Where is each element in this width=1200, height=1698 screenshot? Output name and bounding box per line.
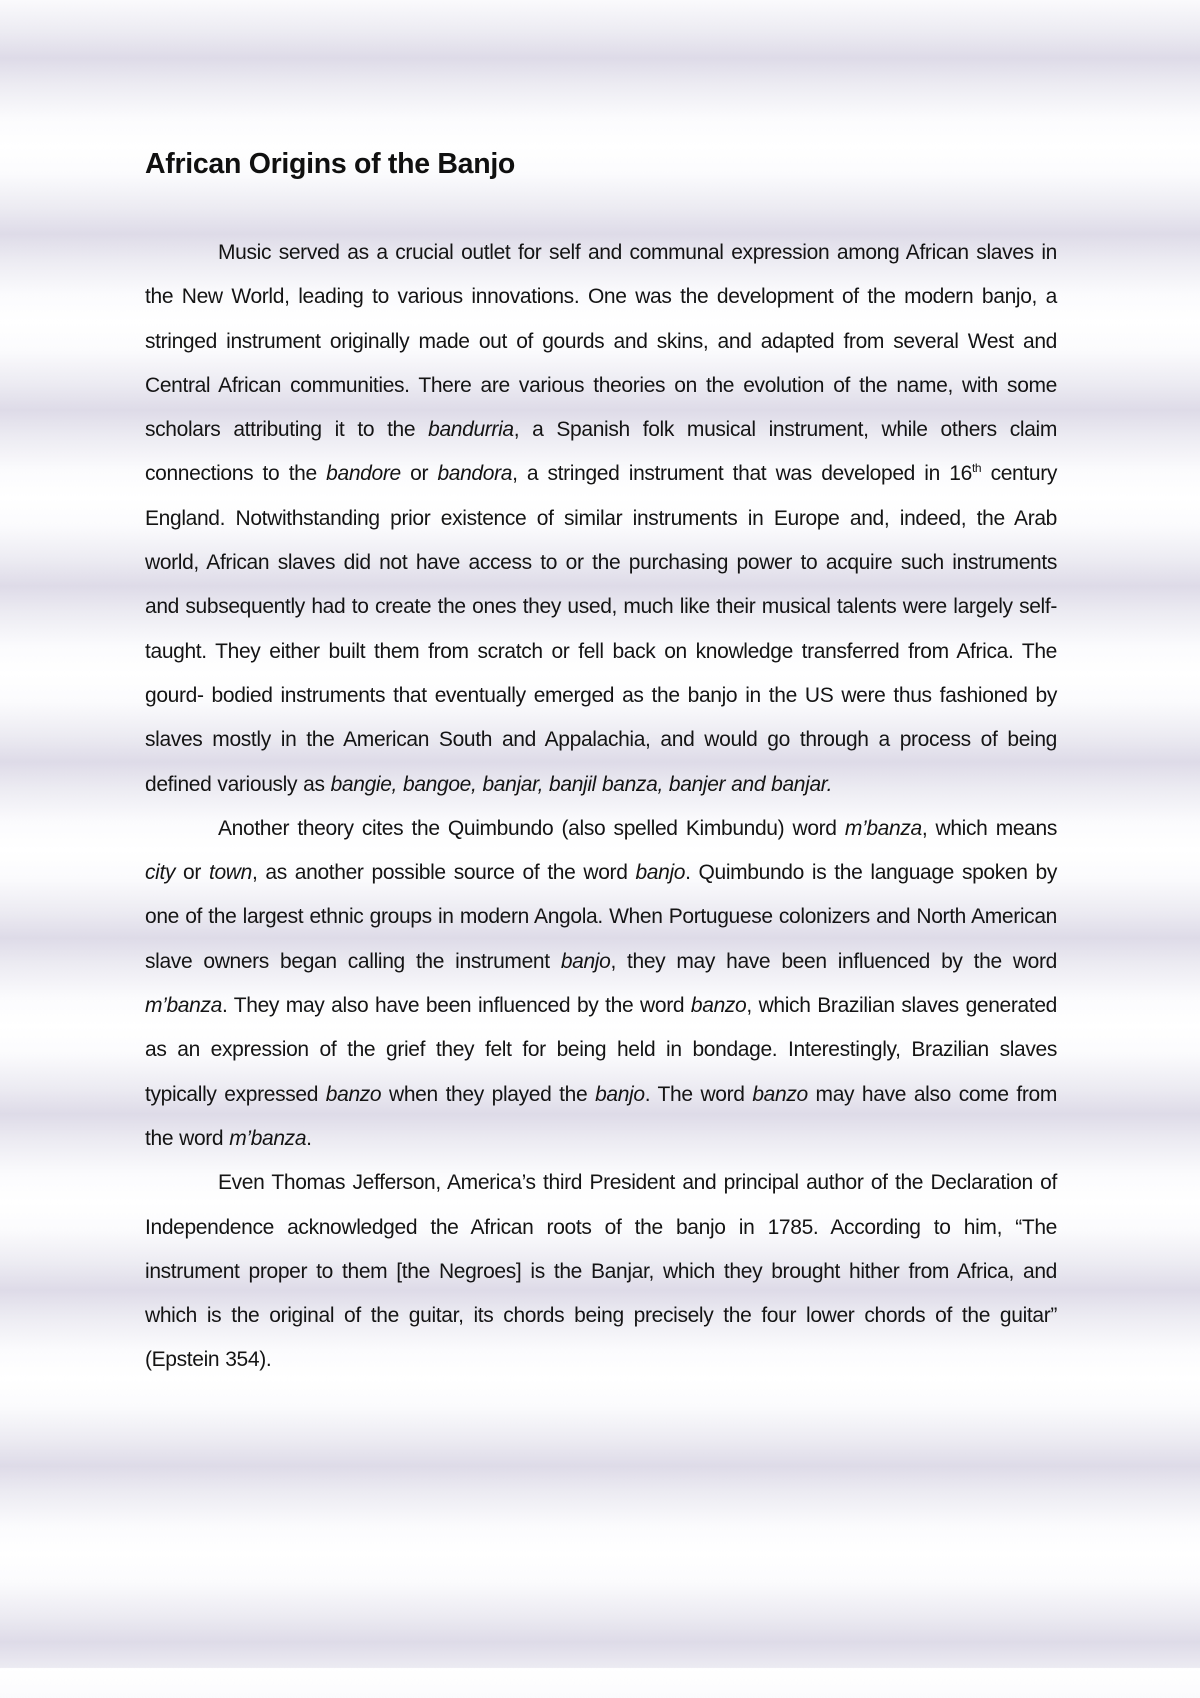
text-run: may have also come from the word (145, 1082, 1058, 1150)
text-run: , which means (921, 816, 1057, 840)
text-run: when they played the (381, 1082, 596, 1106)
paragraph-3 (145, 1161, 1057, 1382)
document-title: African Origins of the Banjo (145, 148, 516, 180)
text-run: . Quimbundo is the language spoken by one of the largest ethnic groups in modern Angola. When Portuguese colonizers and North American slave owners began calling the instrument (145, 861, 1057, 973)
paragraph-1 (145, 231, 1057, 807)
italic-term: bangie, bangoe, banjar, banjil banza, banjer and banjar. (330, 772, 833, 796)
italic-term: bandurria (428, 418, 514, 442)
text-run: , a stringed instrument that was developed in 16 (512, 462, 972, 486)
text-run: or (400, 462, 438, 486)
italic-term: m’banza (844, 816, 922, 840)
text-run: . The word (644, 1082, 753, 1106)
paragraph-2 (145, 807, 1057, 1161)
italic-term: m’banza (145, 994, 222, 1018)
italic-term: bandore (326, 462, 401, 486)
italic-term: banzo (752, 1082, 808, 1106)
text-run: Music served as a crucial outlet for self and communal expression among African slaves in the New World, leading to various innovations. One was the development of the modern banjo, a stringed instrument originally made out of gourds and skins, and adapted from several West and Central African communities. There are various theories on the evolution of the name, with some scholars attributing it to the (145, 241, 1057, 442)
italic-term: bandora (437, 462, 513, 486)
text-run: , a Spanish folk musical instrument, while others claim connections to the (145, 418, 1057, 486)
italic-term: banjo (635, 861, 686, 885)
italic-term: banjo (560, 949, 611, 973)
text-run: or (175, 861, 209, 885)
italic-term: town (208, 861, 252, 885)
text-run: Another theory cites the Quimbundo (also spelled Kimbundu) word (218, 816, 845, 840)
superscript-text: th (971, 461, 982, 476)
italic-term: banzo (690, 994, 747, 1018)
text-run: . (306, 1126, 312, 1150)
document-body (145, 231, 1057, 1383)
text-run: . They may also have been influenced by the word (221, 994, 691, 1018)
text-run: Even Thomas Jefferson, America’s third President and principal author of the Declaration of Independence acknowledged the African roots of the banjo in 1785. According to him, “The instrument proper to them [the Negroes] is the Banjar, which they brought hither from Africa, and which is the original of the guitar, its chords being precisely the four lower chords of the guitar” (Epstein 354). (145, 1171, 1057, 1372)
italic-term: city (145, 861, 176, 885)
italic-term: banzo (325, 1082, 382, 1106)
text-run: century England. Notwithstanding prior existence of similar instruments in Europe and, indeed, the Arab world, African slaves did not have access to or the purchasing power to acquire such instruments and subsequently had to create the ones they used, much like their musical talents were largely self-taught. They either built them from scratch or fell back on knowledge transferred from Africa. The gourd- bodied instruments that eventually emerged as the banjo in the US were thus fashioned by slaves mostly in the American South and Appalachia, and would go through a process of being defined variously as (145, 462, 1057, 796)
text-run: , they may have been influenced by the word (610, 949, 1057, 973)
italic-term: banjo (595, 1082, 645, 1106)
text-run: , as another possible source of the word (251, 861, 636, 885)
text-run: , which Brazilian slaves generated as an expression of the grief they felt for being held in bondage. Interestingly, Brazilian slaves typically expressed (145, 994, 1057, 1106)
italic-term: m’banza (229, 1126, 307, 1150)
document-content (145, 138, 1057, 1383)
